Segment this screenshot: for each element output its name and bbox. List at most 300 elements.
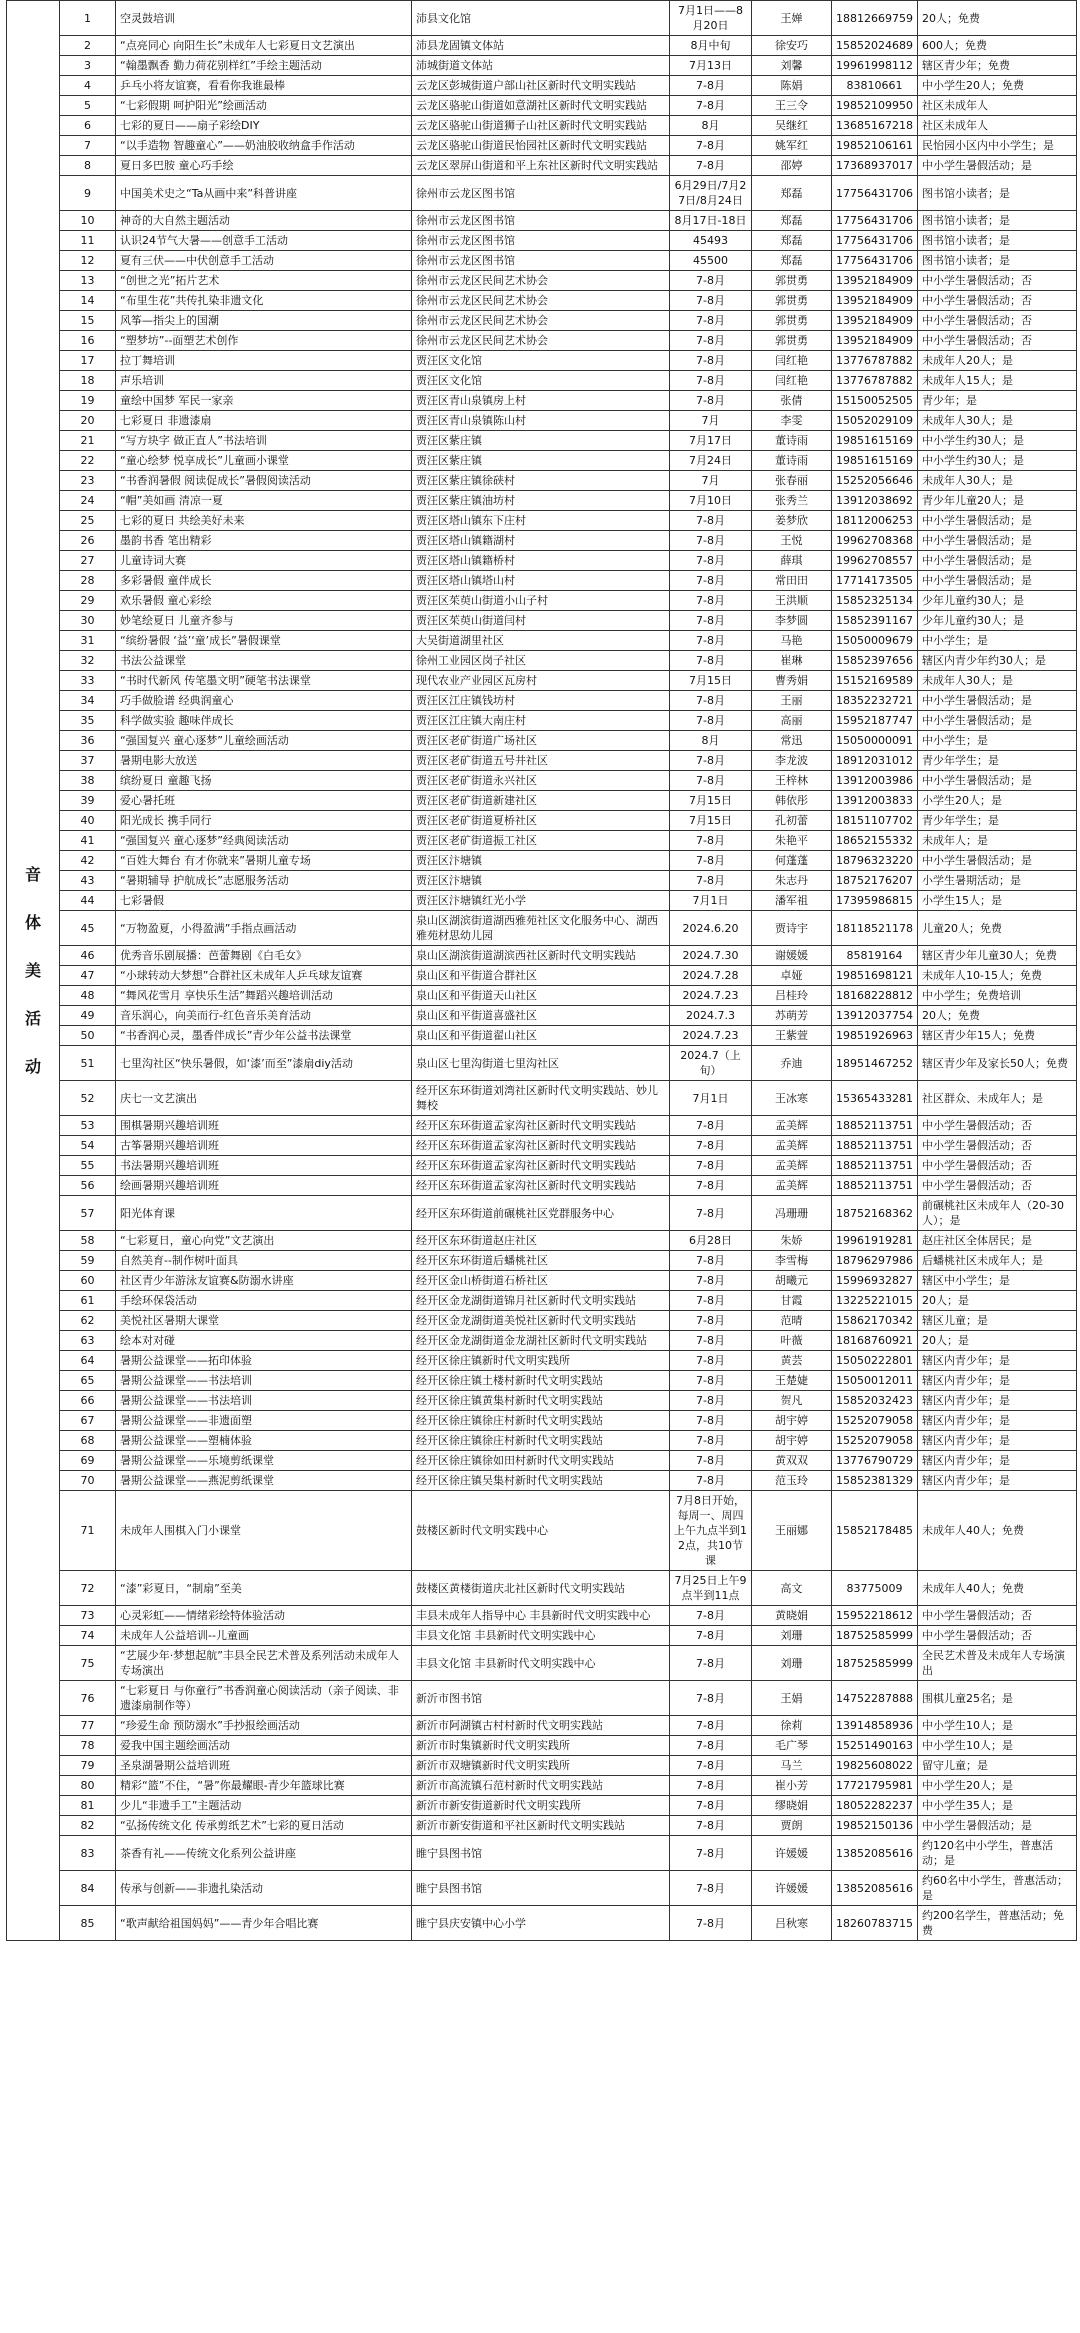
audience-fee: 未成年人30人；是	[918, 471, 1077, 491]
contact-person: 常田田	[752, 571, 832, 591]
table-row	[7, 331, 1077, 351]
table-row	[7, 1606, 1077, 1626]
organizer: 云龙区骆驼山街道狮子山社区新时代文明实践站	[412, 116, 670, 136]
activity-name: 古筝暑期兴趣培训班	[116, 1136, 412, 1156]
contact-person: 陈娟	[752, 76, 832, 96]
phone-number: 18752585999	[832, 1626, 918, 1646]
row-number: 61	[60, 1291, 116, 1311]
activity-date: 7月8日开始，每周一、周四上午九点半到12点，共10节课	[670, 1491, 752, 1571]
row-number: 38	[60, 771, 116, 791]
contact-person: 崔琳	[752, 651, 832, 671]
phone-number: 15150052505	[832, 391, 918, 411]
organizer: 经开区东环街道孟家沟社区新时代文明实践站	[412, 1116, 670, 1136]
phone-number: 13952184909	[832, 311, 918, 331]
activity-date: 7月17日	[670, 431, 752, 451]
row-number: 68	[60, 1431, 116, 1451]
audience-fee: 中小学生20人；是	[918, 1776, 1077, 1796]
row-number: 15	[60, 311, 116, 331]
activity-date: 8月17日-18日	[670, 211, 752, 231]
activity-name: 七彩夏日 非遗漆扇	[116, 411, 412, 431]
organizer: 睢宁县图书馆	[412, 1871, 670, 1906]
activity-name: “帽”美如画 清凉一夏	[116, 491, 412, 511]
phone-number: 19851615169	[832, 451, 918, 471]
activity-date: 7月1日——8月20日	[670, 1, 752, 36]
organizer: 经开区徐庄镇吴集村新时代文明实践站	[412, 1471, 670, 1491]
audience-fee: 20人；免费	[918, 1, 1077, 36]
phone-number: 19962708557	[832, 551, 918, 571]
row-number: 14	[60, 291, 116, 311]
activity-name: 暑期公益课堂——拓印体验	[116, 1351, 412, 1371]
contact-person: 缪晓娟	[752, 1796, 832, 1816]
activity-name: 缤纷夏日 童趣飞扬	[116, 771, 412, 791]
activity-name: 空灵鼓培训	[116, 1, 412, 36]
activity-name: 绘画暑期兴趣培训班	[116, 1176, 412, 1196]
activity-name: “七彩假期 呵护阳光”绘画活动	[116, 96, 412, 116]
table-row	[7, 571, 1077, 591]
organizer: 睢宁县图书馆	[412, 1836, 670, 1871]
contact-person: 孟美辉	[752, 1156, 832, 1176]
contact-person: 甘霞	[752, 1291, 832, 1311]
table-row	[7, 1311, 1077, 1331]
activity-name: 少儿“非遗手工”主题活动	[116, 1796, 412, 1816]
activity-name: 阳光成长 携手同行	[116, 811, 412, 831]
phone-number: 15252056646	[832, 471, 918, 491]
contact-person: 吕秋寒	[752, 1906, 832, 1941]
contact-person: 王梓林	[752, 771, 832, 791]
organizer: 徐州市云龙区民间艺术协会	[412, 331, 670, 351]
audience-fee: 辖区中小学生；是	[918, 1271, 1077, 1291]
audience-fee: 全民艺术普及未成年人专场演出	[918, 1646, 1077, 1681]
activity-table-sheet	[6, 0, 1076, 1941]
organizer: 现代农业产业园区瓦房村	[412, 671, 670, 691]
audience-fee: 中小学生暑假活动；否	[918, 1626, 1077, 1646]
contact-person: 范晴	[752, 1311, 832, 1331]
phone-number: 15251490163	[832, 1736, 918, 1756]
audience-fee: 约120名中小学生，普惠活动；是	[918, 1836, 1077, 1871]
table-row	[7, 1351, 1077, 1371]
organizer: 贾汪区茱萸山街道闫村	[412, 611, 670, 631]
table-row	[7, 231, 1077, 251]
activity-name: 拉丁舞培训	[116, 351, 412, 371]
activity-name: “百姓大舞台 有才你就来”暑期儿童专场	[116, 851, 412, 871]
organizer: 贾汪区江庄镇大南庄村	[412, 711, 670, 731]
audience-fee: 青少年儿童20人；是	[918, 491, 1077, 511]
activity-name: 暑期公益课堂——燕泥剪纸课堂	[116, 1471, 412, 1491]
phone-number: 19851698121	[832, 966, 918, 986]
contact-person: 王三令	[752, 96, 832, 116]
table-row	[7, 791, 1077, 811]
table-row	[7, 1331, 1077, 1351]
audience-fee: 中小学生暑假活动；否	[918, 1136, 1077, 1156]
table-row	[7, 471, 1077, 491]
activity-date: 7-8月	[670, 751, 752, 771]
contact-person: 闫红艳	[752, 371, 832, 391]
phone-number: 13225221015	[832, 1291, 918, 1311]
table-row	[7, 76, 1077, 96]
organizer: 贾汪区老矿街道永兴社区	[412, 771, 670, 791]
contact-person: 贾诗宇	[752, 911, 832, 946]
contact-person: 潘军祖	[752, 891, 832, 911]
activity-name: 暑期公益课堂——书法培训	[116, 1371, 412, 1391]
organizer: 云龙区骆驼山街道民怡园社区新时代文明实践站	[412, 136, 670, 156]
phone-number: 19851615169	[832, 431, 918, 451]
row-number: 40	[60, 811, 116, 831]
phone-number: 15952187747	[832, 711, 918, 731]
audience-fee: 中小学生暑假活动；否	[918, 291, 1077, 311]
activity-name: “创世之光”拓片艺术	[116, 271, 412, 291]
activity-date: 2024.7.23	[670, 986, 752, 1006]
phone-number: 85819164	[832, 946, 918, 966]
activity-date: 7月25日上午9点半到11点	[670, 1571, 752, 1606]
row-number: 70	[60, 1471, 116, 1491]
phone-number: 18852113751	[832, 1176, 918, 1196]
activity-date: 7-8月	[670, 1196, 752, 1231]
activity-date: 7-8月	[670, 651, 752, 671]
organizer: 经开区徐庄镇土楼村新时代文明实践站	[412, 1371, 670, 1391]
row-number: 27	[60, 551, 116, 571]
organizer: 鼓楼区黄楼街道庆北社区新时代文明实践站	[412, 1571, 670, 1606]
activity-name: “书香润暑假 阅读促成长”暑假阅读活动	[116, 471, 412, 491]
contact-person: 王冰寒	[752, 1081, 832, 1116]
phone-number: 15252079058	[832, 1411, 918, 1431]
audience-fee: 辖区内青少年；是	[918, 1371, 1077, 1391]
phone-number: 18260783715	[832, 1906, 918, 1941]
activity-date: 7-8月	[670, 371, 752, 391]
activity-date: 7月1日	[670, 1081, 752, 1116]
phone-number: 15996932827	[832, 1271, 918, 1291]
contact-person: 高文	[752, 1571, 832, 1606]
activity-name: 七里沟社区“快乐暑假，如‘漆’而至”漆扇diy活动	[116, 1046, 412, 1081]
audience-fee: 中小学生约30人；是	[918, 451, 1077, 471]
contact-person: 孟美辉	[752, 1176, 832, 1196]
phone-number: 18151107702	[832, 811, 918, 831]
phone-number: 18796323220	[832, 851, 918, 871]
row-number: 73	[60, 1606, 116, 1626]
category-char: 动	[24, 1056, 41, 1076]
row-number: 6	[60, 116, 116, 136]
phone-number: 15862170342	[832, 1311, 918, 1331]
activity-name: 多彩暑假 童伴成长	[116, 571, 412, 591]
table-row	[7, 116, 1077, 136]
contact-person: 徐安巧	[752, 36, 832, 56]
table-row	[7, 1046, 1077, 1081]
row-number: 77	[60, 1716, 116, 1736]
contact-person: 王娟	[752, 1681, 832, 1716]
activity-name: “写方块字 做正直人”书法培训	[116, 431, 412, 451]
table-row	[7, 1471, 1077, 1491]
audience-fee: 600人；免费	[918, 36, 1077, 56]
activity-date: 7-8月	[670, 571, 752, 591]
activity-date: 7月	[670, 411, 752, 431]
activity-name: 七彩暑假	[116, 891, 412, 911]
organizer: 新沂市双塘镇新时代文明实践所	[412, 1756, 670, 1776]
activity-name: “弘扬传统文化 传承剪纸艺术”七彩的夏日活动	[116, 1816, 412, 1836]
organizer: 泉山区七里沟街道七里沟社区	[412, 1046, 670, 1081]
organizer: 贾汪区塔山镇籍桥村	[412, 551, 670, 571]
organizer: 泉山区和平街道天山社区	[412, 986, 670, 1006]
activity-name: 手绘环保袋活动	[116, 1291, 412, 1311]
contact-person: 孔初蕾	[752, 811, 832, 831]
contact-person: 张春丽	[752, 471, 832, 491]
organizer: 贾汪区老矿街道广场社区	[412, 731, 670, 751]
activity-name: 乒乓小将友谊赛，看看你我谁最棒	[116, 76, 412, 96]
activity-date: 7-8月	[670, 1156, 752, 1176]
organizer: 经开区徐庄镇徐庄村新时代文明实践站	[412, 1411, 670, 1431]
phone-number: 18912031012	[832, 751, 918, 771]
activity-date: 7-8月	[670, 1736, 752, 1756]
row-number: 46	[60, 946, 116, 966]
phone-number: 18112006253	[832, 511, 918, 531]
organizer: 经开区东环街道孟家沟社区新时代文明实践站	[412, 1136, 670, 1156]
row-number: 12	[60, 251, 116, 271]
activity-name: 科学做实验 趣味伴成长	[116, 711, 412, 731]
row-number: 76	[60, 1681, 116, 1716]
audience-fee: 辖区青少年及家长50人；免费	[918, 1046, 1077, 1081]
activity-date: 7月15日	[670, 811, 752, 831]
contact-person: 黄双双	[752, 1451, 832, 1471]
table-row	[7, 136, 1077, 156]
table-row	[7, 966, 1077, 986]
table-row	[7, 176, 1077, 211]
row-number: 48	[60, 986, 116, 1006]
contact-person: 高丽	[752, 711, 832, 731]
contact-person: 许媛媛	[752, 1871, 832, 1906]
contact-person: 黄晓娟	[752, 1606, 832, 1626]
row-number: 34	[60, 691, 116, 711]
row-number: 16	[60, 331, 116, 351]
row-number: 52	[60, 1081, 116, 1116]
activity-date: 7-8月	[670, 851, 752, 871]
contact-person: 张倩	[752, 391, 832, 411]
contact-person: 王丽娜	[752, 1491, 832, 1571]
activity-name: “童心绘梦 悦享成长”儿童画小课堂	[116, 451, 412, 471]
activity-name: 中国美术史之“Ta从画中来”科普讲座	[116, 176, 412, 211]
activity-date: 7-8月	[670, 76, 752, 96]
organizer: 沛县文化馆	[412, 1, 670, 36]
row-number: 24	[60, 491, 116, 511]
activity-date: 7-8月	[670, 511, 752, 531]
phone-number: 19852109950	[832, 96, 918, 116]
contact-person: 董诗雨	[752, 451, 832, 471]
activity-date: 2024.7.3	[670, 1006, 752, 1026]
row-number: 20	[60, 411, 116, 431]
activity-date: 7-8月	[670, 311, 752, 331]
phone-number: 17368937017	[832, 156, 918, 176]
activity-date: 7-8月	[670, 1331, 752, 1351]
row-number: 79	[60, 1756, 116, 1776]
table-row	[7, 311, 1077, 331]
audience-fee: 中小学生暑假活动；是	[918, 1816, 1077, 1836]
activity-date: 7-8月	[670, 1391, 752, 1411]
row-number: 25	[60, 511, 116, 531]
organizer: 经开区徐庄镇徐如田村新时代文明实践站	[412, 1451, 670, 1471]
audience-fee: 辖区内青少年；是	[918, 1471, 1077, 1491]
activity-name: 优秀音乐剧展播：芭蕾舞剧《白毛女》	[116, 946, 412, 966]
table-row	[7, 986, 1077, 1006]
organizer: 贾汪区文化馆	[412, 371, 670, 391]
activity-date: 7-8月	[670, 871, 752, 891]
row-number: 72	[60, 1571, 116, 1606]
table-row	[7, 911, 1077, 946]
row-number: 62	[60, 1311, 116, 1331]
contact-person: 董诗雨	[752, 431, 832, 451]
row-number: 84	[60, 1871, 116, 1906]
activity-name: “翰墨飘香 勤力荷花别样红”手绘主题活动	[116, 56, 412, 76]
activity-date: 2024.7.30	[670, 946, 752, 966]
row-number: 13	[60, 271, 116, 291]
phone-number: 15152169589	[832, 671, 918, 691]
activity-date: 7-8月	[670, 96, 752, 116]
organizer: 新沂市新安街道和平社区新时代文明实践站	[412, 1816, 670, 1836]
row-number: 56	[60, 1176, 116, 1196]
activity-date: 7-8月	[670, 1716, 752, 1736]
contact-person: 郭贯勇	[752, 331, 832, 351]
row-number: 47	[60, 966, 116, 986]
activity-name: 未成年人围棋入门小课堂	[116, 1491, 412, 1571]
table-row	[7, 1816, 1077, 1836]
row-number: 8	[60, 156, 116, 176]
row-number: 49	[60, 1006, 116, 1026]
table-row	[7, 1251, 1077, 1271]
phone-number: 13912003833	[832, 791, 918, 811]
row-number: 22	[60, 451, 116, 471]
audience-fee: 中小学生暑假活动；是	[918, 711, 1077, 731]
row-number: 59	[60, 1251, 116, 1271]
audience-fee: 辖区青少年儿童30人；免费	[918, 946, 1077, 966]
audience-fee: 中小学生暑假活动；是	[918, 551, 1077, 571]
organizer: 徐州工业园区岗子社区	[412, 651, 670, 671]
organizer: 贾汪区老矿街道新建社区	[412, 791, 670, 811]
organizer: 经开区东环街道孟家沟社区新时代文明实践站	[412, 1176, 670, 1196]
organizer: 经开区东环街道赵庄社区	[412, 1231, 670, 1251]
phone-number: 15852178485	[832, 1491, 918, 1571]
table-row	[7, 351, 1077, 371]
activity-date: 7月24日	[670, 451, 752, 471]
table-row	[7, 771, 1077, 791]
phone-number: 19961919281	[832, 1231, 918, 1251]
table-row	[7, 1006, 1077, 1026]
activity-date: 8月中旬	[670, 36, 752, 56]
table-row	[7, 811, 1077, 831]
organizer: 经开区徐庄镇黄集村新时代文明实践站	[412, 1391, 670, 1411]
audience-fee: 20人；免费	[918, 1006, 1077, 1026]
audience-fee: 青少年学生；是	[918, 751, 1077, 771]
phone-number: 13776790729	[832, 1451, 918, 1471]
activity-name: 认识24节气大暑——创意手工活动	[116, 231, 412, 251]
activity-date: 7-8月	[670, 331, 752, 351]
organizer: 经开区东环街道刘湾社区新时代文明实践站、妙儿舞校	[412, 1081, 670, 1116]
phone-number: 15852024689	[832, 36, 918, 56]
table-row	[7, 1026, 1077, 1046]
phone-number: 83810661	[832, 76, 918, 96]
table-row	[7, 371, 1077, 391]
activity-name: “点亮同心 向阳生长”未成年人七彩夏日文艺演出	[116, 36, 412, 56]
contact-person: 李雪梅	[752, 1251, 832, 1271]
contact-person: 胡宇婷	[752, 1411, 832, 1431]
table-row	[7, 1626, 1077, 1646]
phone-number: 18852113751	[832, 1116, 918, 1136]
audience-fee: 未成年人10-15人；免费	[918, 966, 1077, 986]
organizer: 丰县文化馆 丰县新时代文明实践中心	[412, 1646, 670, 1681]
activity-date: 2024.7.23	[670, 1026, 752, 1046]
audience-fee: 辖区内青少年；是	[918, 1451, 1077, 1471]
phone-number: 13776787882	[832, 371, 918, 391]
row-number: 32	[60, 651, 116, 671]
activity-name: “暑期辅导 护航成长”志愿服务活动	[116, 871, 412, 891]
table-row	[7, 1776, 1077, 1796]
phone-number: 18168228812	[832, 986, 918, 1006]
activity-date: 7-8月	[670, 136, 752, 156]
table-row	[7, 451, 1077, 471]
table-row	[7, 946, 1077, 966]
activity-date: 45493	[670, 231, 752, 251]
audience-fee: 中小学生暑假活动；是	[918, 156, 1077, 176]
audience-fee: 辖区青少年；免费	[918, 56, 1077, 76]
contact-person: 王洪顺	[752, 591, 832, 611]
audience-fee: 中小学生暑假活动；否	[918, 271, 1077, 291]
table-row	[7, 631, 1077, 651]
organizer: 新沂市阿湖镇古村村新时代文明实践站	[412, 1716, 670, 1736]
activity-date: 7-8月	[670, 1411, 752, 1431]
contact-person: 张秀兰	[752, 491, 832, 511]
row-number: 26	[60, 531, 116, 551]
table-row	[7, 591, 1077, 611]
category-char: 活	[24, 1008, 41, 1028]
table-row	[7, 531, 1077, 551]
audience-fee: 中小学生暑假活动；是	[918, 851, 1077, 871]
activity-date: 7-8月	[670, 391, 752, 411]
contact-person: 卓娅	[752, 966, 832, 986]
activity-name: “书香润心灵，墨香伴成长”青少年公益书法课堂	[116, 1026, 412, 1046]
contact-person: 胡曦元	[752, 1271, 832, 1291]
organizer: 经开区金山桥街道石桥社区	[412, 1271, 670, 1291]
activity-date: 7-8月	[670, 1351, 752, 1371]
contact-person: 吴继红	[752, 116, 832, 136]
activity-date: 6月28日	[670, 1231, 752, 1251]
audience-fee: 中小学生10人；是	[918, 1736, 1077, 1756]
contact-person: 郭贯勇	[752, 311, 832, 331]
contact-person: 冯珊珊	[752, 1196, 832, 1231]
category-char: 音	[24, 864, 41, 884]
table-row	[7, 96, 1077, 116]
table-row	[7, 511, 1077, 531]
table-row	[7, 1571, 1077, 1606]
activity-date: 7-8月	[670, 1681, 752, 1716]
activity-name: “强国复兴 童心逐梦”儿童绘画活动	[116, 731, 412, 751]
audience-fee: 中小学生35人；是	[918, 1796, 1077, 1816]
row-number: 17	[60, 351, 116, 371]
row-number: 83	[60, 1836, 116, 1871]
row-number: 53	[60, 1116, 116, 1136]
organizer: 睢宁县庆安镇中心小学	[412, 1906, 670, 1941]
audience-fee: 未成年人；是	[918, 831, 1077, 851]
audience-fee: 中小学生；免费培训	[918, 986, 1077, 1006]
activity-name: 暑期公益课堂——塑楠体验	[116, 1431, 412, 1451]
row-number: 55	[60, 1156, 116, 1176]
audience-fee: 未成年人20人；是	[918, 351, 1077, 371]
activity-name: 童绘中国梦 军民一家亲	[116, 391, 412, 411]
phone-number: 17756431706	[832, 251, 918, 271]
organizer: 云龙区骆驼山街道如意湖社区新时代文明实践站	[412, 96, 670, 116]
activity-name: 妙笔绘夏日 儿童齐参与	[116, 611, 412, 631]
contact-person: 刘珊	[752, 1646, 832, 1681]
organizer: 新沂市时集镇新时代文明实践所	[412, 1736, 670, 1756]
phone-number: 15050012011	[832, 1371, 918, 1391]
phone-number: 17756431706	[832, 211, 918, 231]
table-row	[7, 1451, 1077, 1471]
phone-number: 15852397656	[832, 651, 918, 671]
phone-number: 18951467252	[832, 1046, 918, 1081]
